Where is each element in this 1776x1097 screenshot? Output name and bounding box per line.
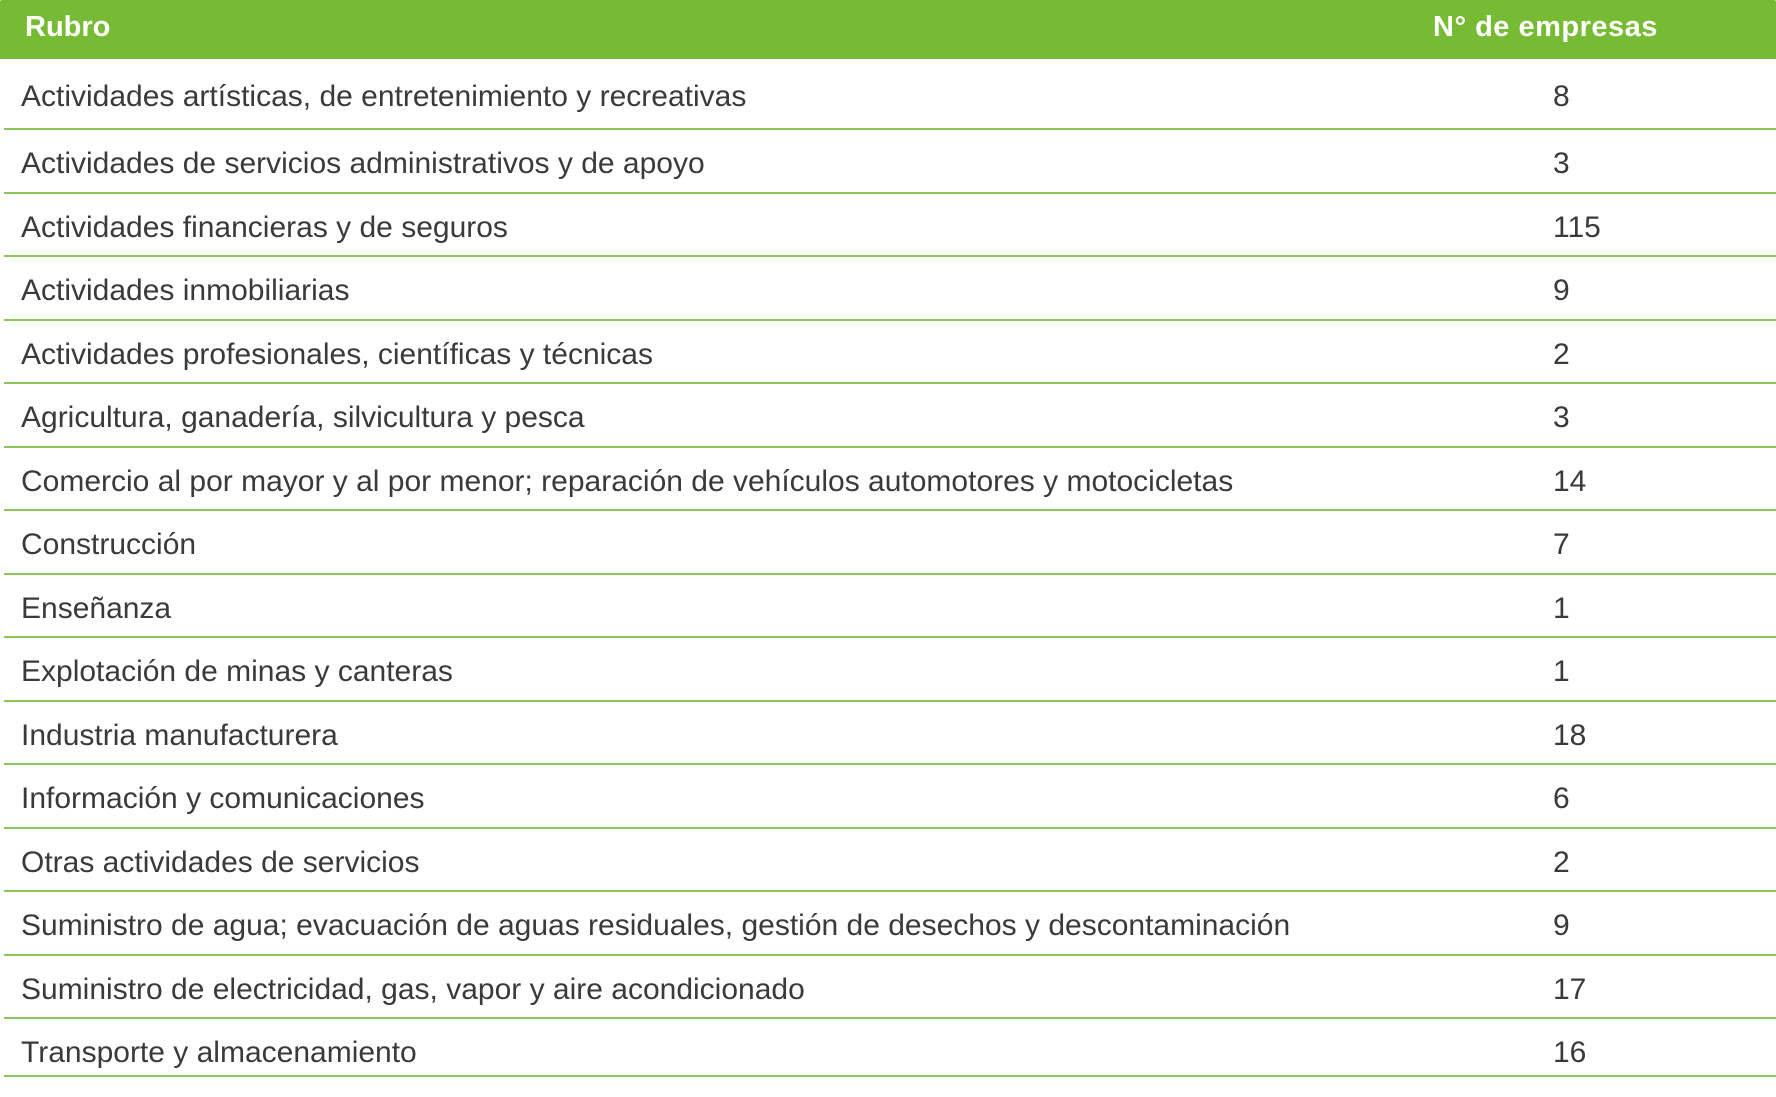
table-row xyxy=(4,511,1776,575)
row-num-empresas: 1 xyxy=(1553,591,1570,625)
table-body xyxy=(0,59,1776,1077)
table-row xyxy=(4,575,1776,639)
row-num-empresas: 9 xyxy=(1553,909,1570,942)
row-num-empresas: 8 xyxy=(1553,80,1570,113)
row-num-empresas: 2 xyxy=(1553,337,1570,371)
row-rubro: Enseñanza xyxy=(21,591,172,625)
header-rubro: Rubro xyxy=(25,11,111,43)
row-rubro: Suministro de electricidad, gas, vapor y aire acondicionado xyxy=(21,972,805,1006)
row-num-empresas: 18 xyxy=(1553,718,1587,752)
row-num-empresas: 1 xyxy=(1553,655,1570,688)
row-num-empresas: 3 xyxy=(1553,147,1570,180)
table-row xyxy=(4,321,1776,385)
row-rubro: Suministro de agua; evacuación de aguas residuales, gestión de desechos y descontaminación xyxy=(21,909,1291,942)
table-row xyxy=(4,257,1776,321)
table-header xyxy=(0,0,1776,59)
table-row xyxy=(4,59,1776,130)
table-row xyxy=(4,765,1776,829)
row-rubro: Transporte y almacenamiento xyxy=(21,1036,417,1069)
row-num-empresas: 2 xyxy=(1553,845,1570,879)
table-row xyxy=(4,829,1776,893)
table-row xyxy=(4,956,1776,1020)
row-rubro: Actividades profesionales, científicas y técnicas xyxy=(21,337,653,371)
row-rubro: Actividades artísticas, de entretenimiento y recreativas xyxy=(21,80,747,113)
row-num-empresas: 9 xyxy=(1553,274,1570,307)
row-rubro: Construcción xyxy=(21,528,197,561)
row-rubro: Explotación de minas y canteras xyxy=(21,655,453,688)
table-row xyxy=(4,194,1776,258)
row-rubro: Comercio al por mayor y al por menor; reparación de vehículos automotores y motocicletas xyxy=(21,464,1234,498)
table-row xyxy=(4,638,1776,702)
table-row xyxy=(4,1019,1776,1077)
table-row xyxy=(4,130,1776,194)
header-num-empresas: N° de empresas xyxy=(1433,11,1658,43)
row-num-empresas: 16 xyxy=(1553,1036,1587,1069)
table-row xyxy=(4,892,1776,956)
row-rubro: Agricultura, ganadería, silvicultura y pesca xyxy=(21,401,585,434)
table-row xyxy=(4,702,1776,766)
row-num-empresas: 3 xyxy=(1553,401,1570,434)
row-num-empresas: 14 xyxy=(1553,464,1587,498)
table-row xyxy=(4,384,1776,448)
row-num-empresas: 7 xyxy=(1553,528,1570,561)
row-num-empresas: 17 xyxy=(1553,972,1587,1006)
row-rubro: Actividades inmobiliarias xyxy=(21,274,350,307)
row-rubro: Actividades de servicios administrativos y de apoyo xyxy=(21,147,705,180)
row-rubro: Información y comunicaciones xyxy=(21,782,425,815)
row-rubro: Otras actividades de servicios xyxy=(21,845,420,879)
row-rubro: Industria manufacturera xyxy=(21,718,338,752)
row-num-empresas: 115 xyxy=(1553,210,1601,244)
row-num-empresas: 6 xyxy=(1553,782,1570,815)
table-row xyxy=(4,448,1776,512)
row-rubro: Actividades financieras y de seguros xyxy=(21,210,508,244)
